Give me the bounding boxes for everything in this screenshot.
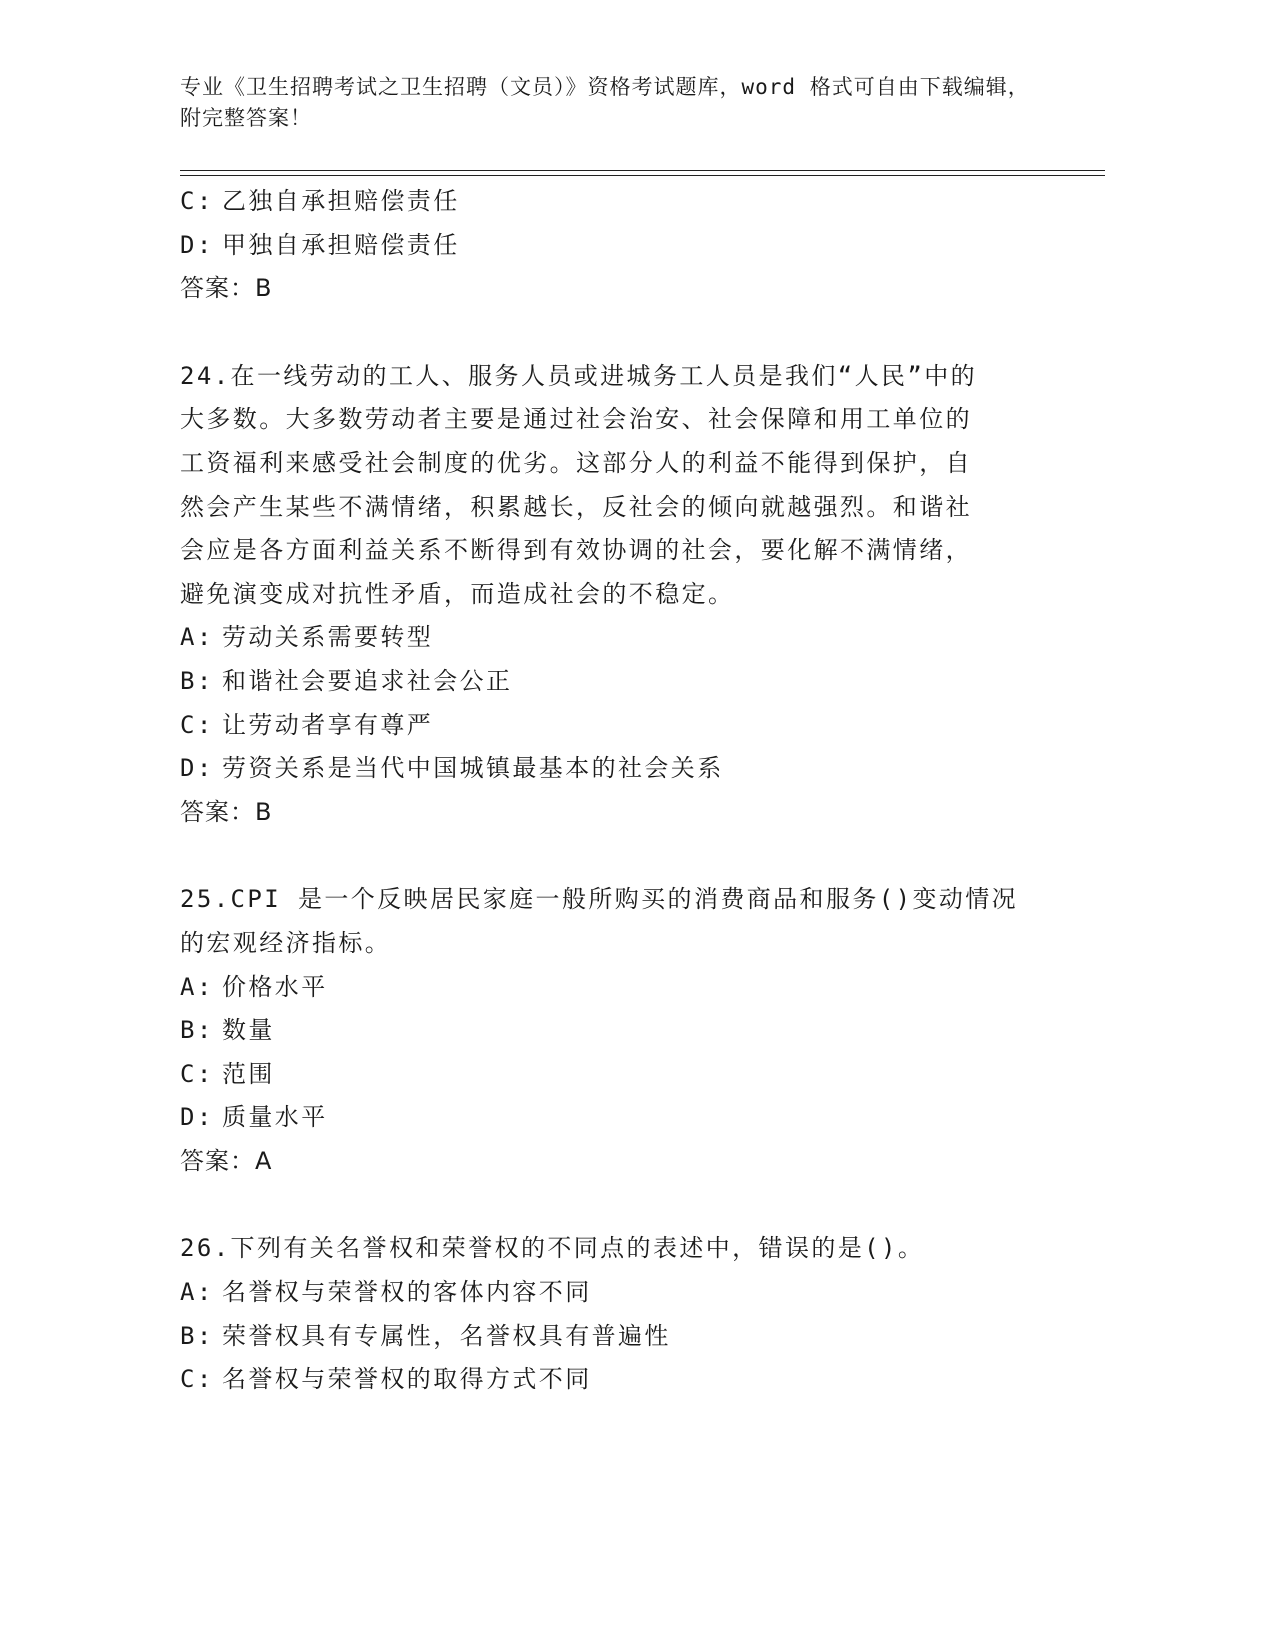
- header-title: 专业《卫生招聘考试之卫生招聘（文员）》资格考试题库，word 格式可自由下载编辑，附完整答案！: [180, 75, 1030, 130]
- option-b: B: 荣誉权具有专属性，名誉权具有普遍性: [180, 1321, 671, 1350]
- answer-line: 答案：B: [180, 274, 273, 303]
- question-text-line: 25.CPI 是一个反映居民家庭一般所购买的消费商品和服务()变动情况: [180, 885, 1019, 914]
- question-26: [180, 1227, 1030, 1401]
- option-c: C: 名誉权与荣誉权的取得方式不同: [180, 1365, 592, 1394]
- question-23-continued: [180, 180, 1030, 311]
- option-c: C: 让劳动者享有尊严: [180, 710, 434, 739]
- option-a: A: 价格水平: [180, 972, 328, 1001]
- answer-line: 答案：A: [180, 1146, 273, 1175]
- option-a: A: 劳动关系需要转型: [180, 623, 434, 652]
- question-text-line: 的宏观经济指标。: [180, 928, 392, 957]
- question-text-line: 24.在一线劳动的工人、服务人员或进城务工人员是我们“人民”中的: [180, 361, 978, 390]
- option-d: D: 甲独自承担赔偿责任: [180, 230, 460, 259]
- question-text-line: 26.下列有关名誉权和荣誉权的不同点的表述中，错误的是()。: [180, 1234, 925, 1263]
- question-25: [180, 878, 1030, 1183]
- option-b: B: 数量: [180, 1016, 275, 1045]
- option-c: C: 乙独自承担赔偿责任: [180, 187, 460, 215]
- question-content: [180, 180, 1030, 1402]
- option-a: A: 名誉权与荣誉权的客体内容不同: [180, 1278, 592, 1307]
- answer-line: 答案：B: [180, 797, 273, 826]
- option-d: D: 质量水平: [180, 1103, 328, 1132]
- option-b: B: 和谐社会要追求社会公正: [180, 666, 513, 695]
- question-text-line: 会应是各方面利益关系不断得到有效协调的社会，要化解不满情绪，: [180, 536, 972, 565]
- document-header: [180, 72, 1050, 134]
- header-divider-bottom: [180, 175, 1105, 176]
- question-24: [180, 355, 1030, 835]
- header-divider-top: [180, 170, 1105, 171]
- question-text-line: 然会产生某些不满情绪，积累越长，反社会的倾向就越强烈。和谐社: [180, 492, 972, 521]
- question-text-line: 工资福利来感受社会制度的优劣。这部分人的利益不能得到保护，自: [180, 448, 972, 477]
- option-d: D: 劳资关系是当代中国城镇最基本的社会关系: [180, 754, 724, 783]
- question-text-line: 避免演变成对抗性矛盾，而造成社会的不稳定。: [180, 579, 735, 608]
- question-text-line: 大多数。大多数劳动者主要是通过社会治安、社会保障和用工单位的: [180, 405, 972, 434]
- option-c: C: 范围: [180, 1059, 275, 1088]
